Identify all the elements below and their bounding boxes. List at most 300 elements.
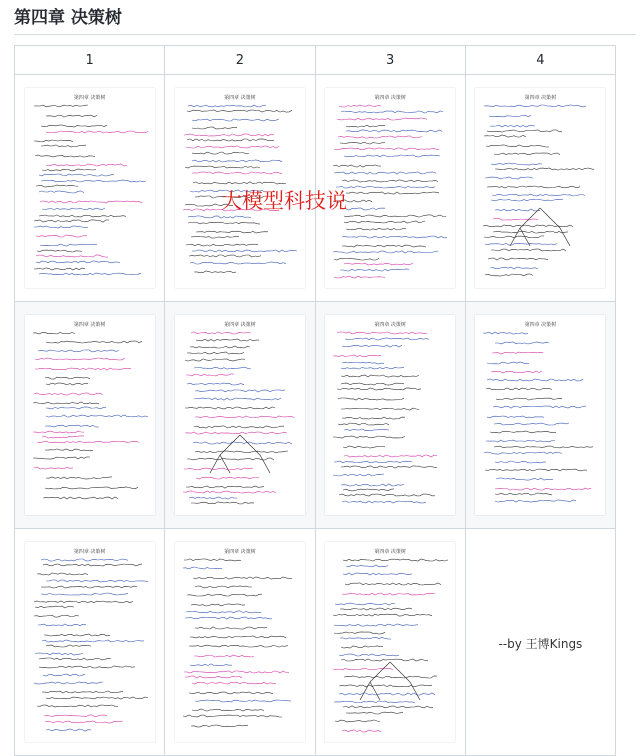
handwriting-line <box>42 208 105 210</box>
handwriting-line <box>34 682 103 684</box>
handwriting-line <box>191 725 248 727</box>
handwriting-line <box>484 452 562 454</box>
handwritten-note-image <box>25 315 155 515</box>
handwriting-line <box>195 586 252 588</box>
table-row <box>15 529 616 756</box>
handwriting-line <box>341 408 419 410</box>
handwriting-line <box>193 442 292 444</box>
handwriting-line <box>483 225 573 227</box>
handwriting-line <box>336 186 435 188</box>
handwriting-line <box>185 617 272 619</box>
handwriting-line <box>46 645 91 647</box>
table-cell <box>15 75 165 302</box>
handwritten-note-image <box>175 315 305 515</box>
handwriting-line <box>494 423 569 425</box>
handwriting-line <box>195 627 267 629</box>
handwriting-line <box>484 135 526 137</box>
table-cell <box>15 302 165 529</box>
handwriting-line <box>191 332 251 334</box>
handwriting-line <box>46 383 88 385</box>
note-heading: 第四章 决策树 <box>374 95 406 101</box>
handwriting-line <box>192 119 279 121</box>
handwriting-line <box>40 244 97 246</box>
handwriting-line <box>339 693 435 695</box>
handwriting-line <box>46 477 112 479</box>
handwriting-line <box>345 583 441 585</box>
handwriting-line <box>339 685 432 687</box>
handwriting-line <box>345 338 429 340</box>
tree-sketch <box>210 435 270 473</box>
handwriting-line <box>39 666 135 668</box>
table-cell <box>15 529 165 756</box>
tree-sketch <box>360 662 420 700</box>
handwriting-line <box>341 659 428 661</box>
handwritten-note-image <box>175 542 305 742</box>
handwriting-line <box>495 488 591 490</box>
handwriting-line <box>45 721 123 723</box>
handwriting-line <box>342 362 384 364</box>
handwriting-line <box>494 446 593 448</box>
handwriting-line <box>190 664 232 666</box>
handwriting-line <box>490 267 538 269</box>
table-cell <box>315 529 465 756</box>
handwriting-line <box>43 564 142 566</box>
handwriting-line <box>191 236 239 238</box>
handwriting-scribbles <box>325 315 455 515</box>
handwriting-line <box>35 368 131 370</box>
handwriting-line <box>495 500 576 502</box>
handwriting-line <box>42 436 84 438</box>
handwriting-line <box>43 497 118 499</box>
handwriting-line <box>343 573 412 575</box>
handwriting-line <box>346 130 442 132</box>
handwriting-line <box>344 215 446 217</box>
handwriting-line <box>341 375 419 377</box>
handwriting-line <box>34 615 79 617</box>
note-heading: 第四章 决策树 <box>73 322 106 328</box>
handwriting-line <box>494 153 560 155</box>
handwriting-line <box>186 146 279 148</box>
handwriting-line <box>184 468 253 470</box>
handwriting-line <box>41 586 137 588</box>
handwriting-line <box>342 180 438 182</box>
handwriting-line <box>185 359 245 361</box>
handwriting-line <box>485 469 587 471</box>
handwriting-line <box>183 491 276 493</box>
note-heading: 第四章 决策树 <box>73 95 106 101</box>
column-header: 3 <box>315 46 465 75</box>
handwriting-line <box>46 164 127 166</box>
handwriting-line <box>39 658 111 660</box>
handwriting-line <box>334 461 412 463</box>
handwriting-line <box>485 177 533 179</box>
handwriting-line <box>342 345 402 347</box>
handwriting-line <box>46 729 91 731</box>
note-heading: 第四章 决策树 <box>224 549 256 555</box>
handwriting-line <box>333 614 432 616</box>
handwriting-line <box>334 701 415 703</box>
handwriting-line <box>492 352 543 354</box>
handwriting-line <box>344 155 440 157</box>
handwriting-line <box>189 255 261 257</box>
handwriting-line <box>341 111 443 113</box>
handwriting-line <box>46 341 142 343</box>
handwriting-line <box>187 110 292 112</box>
handwriting-line <box>41 125 107 127</box>
handwriting-line <box>195 390 285 392</box>
handwriting-line <box>46 115 97 117</box>
handwriting-line <box>187 458 274 460</box>
handwriting-line <box>34 226 88 228</box>
handwriting-line <box>343 706 433 708</box>
handwriting-line <box>486 145 549 147</box>
handwriting-line <box>341 466 437 468</box>
handwriting-line <box>342 501 426 503</box>
handwriting-line <box>38 350 119 352</box>
handwriting-line <box>342 730 381 732</box>
handwriting-line <box>183 715 282 717</box>
handwriting-line <box>339 654 399 656</box>
handwriting-line <box>194 426 284 428</box>
handwriting-line <box>342 417 405 419</box>
handwriting-line <box>341 367 404 369</box>
handwriting-line <box>491 163 542 165</box>
handwriting-line <box>195 416 294 418</box>
handwriting-line <box>337 388 421 390</box>
handwriting-line <box>188 216 251 218</box>
handwriting-line <box>340 608 412 610</box>
handwriting-line <box>189 692 273 694</box>
handwriting-line <box>45 377 90 379</box>
handwriting-line <box>495 461 546 463</box>
handwriting-line <box>192 682 276 684</box>
handwriting-line <box>333 355 381 357</box>
handwriting-line <box>46 580 148 582</box>
handwriting-line <box>344 429 389 431</box>
handwriting-line <box>487 362 529 364</box>
handwriting-line <box>187 594 262 596</box>
handwriting-line <box>484 236 544 238</box>
handwriting-line <box>490 125 535 127</box>
handwriting-line <box>186 244 258 246</box>
handwriting-scribbles <box>475 315 605 515</box>
handwriting-line <box>341 646 383 648</box>
handwriting-line <box>343 559 448 561</box>
note-heading: 第四章 决策树 <box>374 549 406 555</box>
table-cell <box>165 302 315 529</box>
handwriting-line <box>191 502 254 504</box>
handwriting-line <box>334 258 379 260</box>
handwriting-line <box>39 273 141 275</box>
handwriting-line <box>34 220 109 222</box>
column-header: 4 <box>465 46 615 75</box>
handwriting-line <box>334 276 385 278</box>
handwritten-note-image <box>325 315 455 515</box>
handwriting-line <box>496 478 553 480</box>
handwriting-line <box>495 342 549 344</box>
handwriting-scribbles <box>325 542 455 742</box>
handwriting-scribbles <box>25 542 155 742</box>
handwriting-line <box>41 180 146 182</box>
handwriting-line <box>190 636 286 638</box>
handwriting-line <box>344 676 437 678</box>
handwriting-line <box>42 691 123 693</box>
column-header: 2 <box>165 46 315 75</box>
handwriting-line <box>36 235 87 237</box>
handwriting-line <box>36 255 108 257</box>
handwriting-line <box>185 676 242 678</box>
handwriting-line <box>184 559 241 561</box>
handwriting-line <box>340 269 409 271</box>
handwriting-line <box>194 367 251 369</box>
handwriting-line <box>188 222 260 224</box>
handwriting-line <box>346 192 439 194</box>
handwriting-line <box>338 136 422 138</box>
handwriting-line <box>484 105 586 107</box>
handwriting-line <box>193 577 292 579</box>
handwriting-line <box>194 398 281 400</box>
table-cell <box>315 302 465 529</box>
handwriting-line <box>333 436 405 438</box>
handwriting-line <box>487 379 583 381</box>
handwriting-line <box>37 573 88 575</box>
handwriting-line <box>492 194 585 196</box>
handwriting-line <box>491 249 566 251</box>
table-cell <box>165 529 315 756</box>
title-divider <box>14 34 636 35</box>
table-cell <box>465 302 615 529</box>
handwriting-line <box>335 720 380 722</box>
handwriting-line <box>193 182 286 184</box>
handwriting-line <box>35 358 125 360</box>
handwriting-line <box>333 668 393 670</box>
handwriting-line <box>192 152 249 154</box>
handwriting-line <box>486 440 555 442</box>
handwriting-line <box>346 565 388 567</box>
handwriting-line <box>338 423 389 425</box>
handwriting-line <box>337 332 427 334</box>
table-cell <box>465 529 615 756</box>
handwriting-line <box>35 606 74 608</box>
handwriting-line <box>333 251 438 253</box>
handwriting-line <box>341 484 404 486</box>
handwriting-line <box>38 624 86 626</box>
page-title: 第四章 决策树 <box>14 8 122 28</box>
handwriting-line <box>491 199 563 201</box>
handwriting-line <box>46 415 148 417</box>
handwriting-line <box>334 632 385 634</box>
handwriting-line <box>46 697 148 699</box>
handwriting-line <box>333 474 384 476</box>
handwriting-line <box>189 645 288 647</box>
handwriting-line <box>334 624 418 626</box>
handwriting-line <box>37 250 82 252</box>
handwriting-line <box>186 486 264 488</box>
handwriting-line <box>337 118 427 120</box>
handwriting-line <box>184 134 274 136</box>
handwriting-line <box>185 407 275 409</box>
handwriting-line <box>34 601 133 603</box>
handwriting-line <box>493 406 586 408</box>
handwriting-line <box>344 455 437 457</box>
handwriting-line <box>495 493 552 495</box>
handwriting-line <box>33 431 84 433</box>
handwriting-line <box>334 172 436 174</box>
handwriting-line <box>346 125 385 127</box>
handwriting-line <box>489 115 531 117</box>
handwriting-line <box>37 441 139 443</box>
handwriting-line <box>35 653 83 655</box>
handwriting-line <box>45 487 138 489</box>
handwriting-line <box>195 451 288 453</box>
handwritten-note-image <box>325 542 455 742</box>
handwriting-line <box>339 105 381 107</box>
handwriting-line <box>335 603 395 605</box>
table-row <box>15 302 616 529</box>
note-heading: 第四章 决策树 <box>224 322 256 328</box>
handwriting-line <box>192 250 297 252</box>
handwriting-line <box>495 168 594 170</box>
handwriting-line <box>34 140 73 142</box>
handwriting-line <box>196 477 259 479</box>
handwriting-scribbles <box>175 315 305 515</box>
handwriting-line <box>186 611 261 613</box>
handwriting-line <box>46 407 106 409</box>
handwriting-line <box>42 640 144 642</box>
note-heading: 第四章 决策树 <box>374 322 406 328</box>
handwritten-note-image <box>25 88 155 288</box>
handwriting-line <box>33 457 90 459</box>
handwriting-line <box>185 432 287 434</box>
handwriting-line <box>344 221 425 223</box>
note-heading: 第四章 决策树 <box>224 95 256 101</box>
handwriting-line <box>338 398 404 400</box>
handwriting-line <box>491 371 542 373</box>
handwriting-line <box>33 332 75 334</box>
handwriting-line <box>192 709 264 711</box>
handwriting-line <box>487 416 544 418</box>
handwritten-note-image <box>25 542 155 742</box>
handwriting-line <box>185 166 260 168</box>
handwriting-line <box>488 258 548 260</box>
handwriting-line <box>41 593 128 595</box>
handwriting-line <box>486 388 552 390</box>
handwriting-line <box>493 218 538 220</box>
handwriting-line <box>346 228 406 230</box>
handwriting-line <box>196 231 268 233</box>
handwriting-line <box>340 637 391 639</box>
handwriting-line <box>342 236 447 238</box>
handwriting-line <box>342 593 435 595</box>
handwriting-line <box>45 449 93 451</box>
handwriting-line <box>46 131 148 133</box>
handwriting-line <box>33 402 99 404</box>
handwriting-scribbles <box>175 542 305 742</box>
notes-table <box>14 45 616 756</box>
handwriting-scribbles <box>475 88 605 288</box>
handwriting-line <box>346 712 403 714</box>
handwriting-line <box>343 489 394 491</box>
handwriting-line <box>34 268 85 270</box>
handwriting-line <box>186 374 234 376</box>
handwriting-line <box>190 346 250 348</box>
handwriting-line <box>192 160 282 162</box>
handwriting-line <box>42 169 96 171</box>
handwriting-line <box>487 130 562 132</box>
handwriting-line <box>194 271 236 273</box>
handwriting-line <box>43 674 85 676</box>
handwriting-line <box>34 393 103 395</box>
handwriting-line <box>34 105 88 107</box>
handwriting-line <box>493 231 568 233</box>
table-cell <box>465 75 615 302</box>
handwriting-line <box>342 245 426 247</box>
handwriting-line <box>339 494 435 496</box>
handwriting-line <box>333 165 381 167</box>
handwriting-line <box>184 671 289 673</box>
handwriting-line <box>334 148 439 150</box>
handwriting-line <box>343 446 385 448</box>
column-header: 1 <box>15 46 165 75</box>
handwriting-line <box>39 174 114 176</box>
table-header-row <box>15 46 616 75</box>
handwriting-line <box>496 398 562 400</box>
handwriting-line <box>341 383 404 385</box>
handwriting-line <box>344 263 413 265</box>
handwriting-line <box>485 274 533 276</box>
handwriting-line <box>187 139 274 141</box>
handwriting-line <box>40 201 142 203</box>
handwriting-line <box>346 208 385 210</box>
handwriting-line <box>194 655 254 657</box>
note-heading: 第四章 决策树 <box>524 95 557 101</box>
author-credit: --by 王博Kings <box>498 636 583 651</box>
handwriting-line <box>490 431 556 433</box>
watermark-text: 大模型科技说 <box>221 189 347 213</box>
note-heading: 第四章 决策树 <box>524 322 557 328</box>
handwriting-line <box>191 604 245 606</box>
handwriting-line <box>36 185 78 187</box>
handwritten-note-image <box>475 88 605 288</box>
handwriting-scribbles <box>25 88 155 288</box>
handwriting-line <box>36 261 120 263</box>
handwriting-line <box>483 332 528 334</box>
handwriting-line <box>340 142 385 144</box>
handwritten-note-image <box>475 315 605 515</box>
handwriting-line <box>195 700 291 702</box>
handwriting-line <box>45 425 99 427</box>
handwriting-line <box>44 715 107 717</box>
handwriting-line <box>196 339 259 341</box>
handwriting-line <box>187 383 244 385</box>
handwriting-line <box>188 105 266 107</box>
handwriting-line <box>39 191 84 193</box>
handwriting-line <box>183 567 222 569</box>
handwriting-line <box>495 209 540 211</box>
handwriting-scribbles <box>25 315 155 515</box>
handwriting-line <box>485 243 557 245</box>
handwriting-line <box>41 559 128 561</box>
handwriting-line <box>34 467 73 469</box>
handwriting-line <box>35 155 95 157</box>
handwriting-line <box>190 262 286 264</box>
handwriting-line <box>39 215 126 217</box>
handwriting-line <box>192 172 282 174</box>
handwriting-line <box>37 705 118 707</box>
note-heading: 第四章 决策树 <box>73 549 106 555</box>
handwriting-line <box>189 497 237 499</box>
handwriting-line <box>487 186 580 188</box>
